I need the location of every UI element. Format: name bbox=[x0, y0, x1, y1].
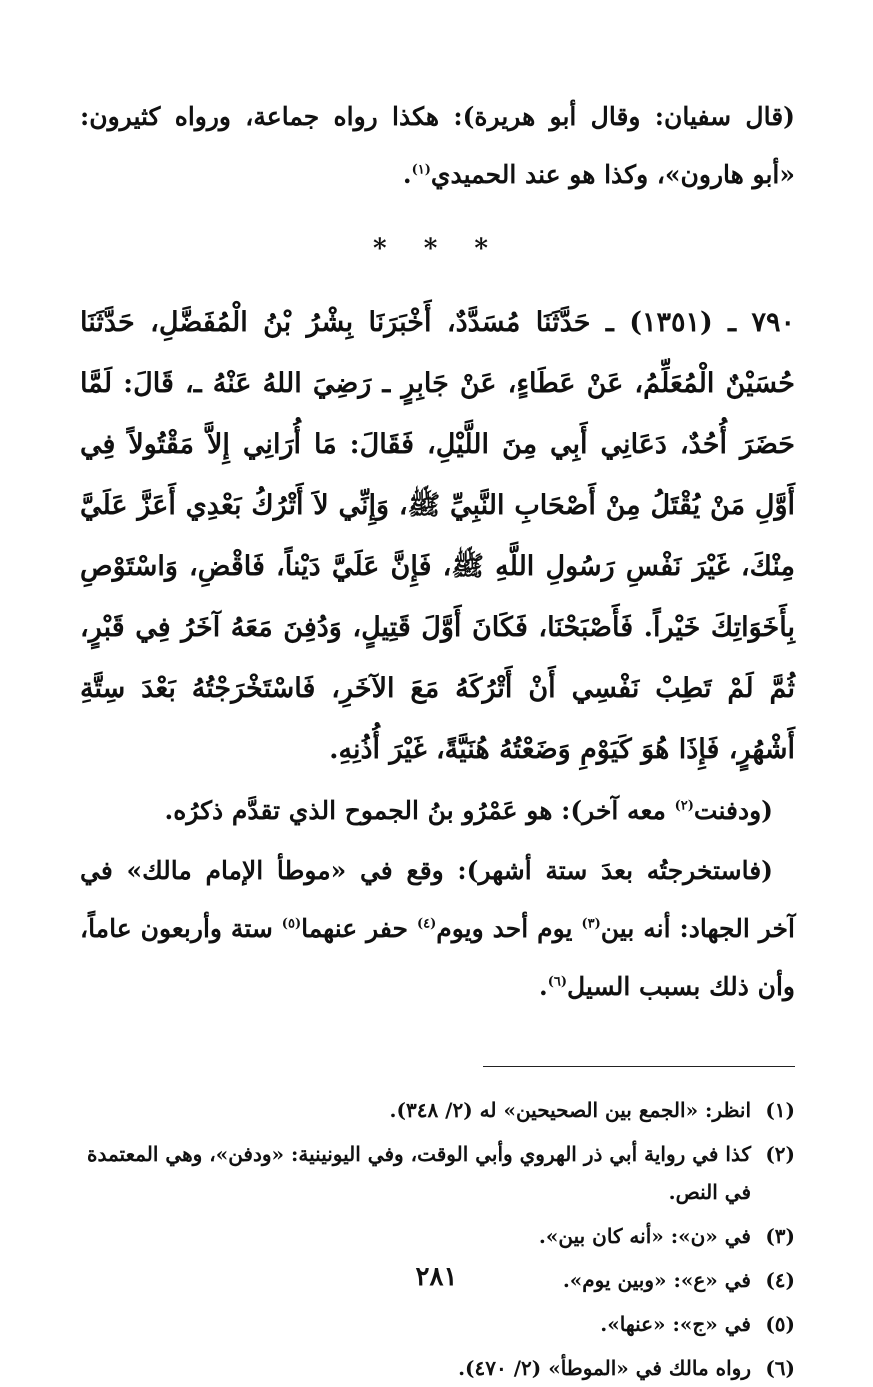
commentary-buried-with bbox=[80, 782, 795, 840]
footnote-1 bbox=[80, 1091, 795, 1129]
footnote-6 bbox=[80, 1349, 795, 1387]
section-separator: * * * bbox=[373, 234, 502, 264]
commentary-1-part-a: (ودفنت bbox=[693, 796, 773, 825]
footnote-marker-2: (٢) bbox=[674, 798, 694, 814]
footnote-marker-4: (٤) bbox=[416, 916, 437, 932]
footnote-number: (٣) bbox=[765, 1224, 795, 1248]
intro-tail: . bbox=[402, 160, 412, 189]
footnote-marker-6: (٦) bbox=[547, 974, 567, 990]
footnote-3 bbox=[80, 1217, 795, 1255]
footnote-text: في «ج»: «عنها». bbox=[600, 1312, 751, 1336]
commentary-2-part-d: ستة وأربعون عاماً، وأن ذلك بسبب السيل bbox=[80, 914, 795, 1001]
commentary-2-part-a: (فاستخرجتُه بعدَ ستة أشهر): وقع في «موطأ الإمام مالك» في آخر الجهاد: أنه بين bbox=[80, 856, 795, 943]
footnote-number: (٢) bbox=[765, 1142, 795, 1166]
page-number: ٢٨١ bbox=[415, 1262, 458, 1292]
commentary-1-part-b: معه آخر): هو عَمْرُو بنُ الجموح الذي تقدَّم ذكرُه. bbox=[164, 796, 666, 825]
commentary-2-part-c: حفر عنهما bbox=[301, 914, 409, 943]
commentary-2-part-e: . bbox=[538, 972, 548, 1001]
commentary-2-part-b: يوم أحد ويوم bbox=[436, 914, 573, 943]
footnotes bbox=[80, 1091, 795, 1387]
footnote-rule-wrap bbox=[80, 1052, 795, 1071]
commentary-exhumed bbox=[80, 842, 795, 1016]
footnote-number: (٤) bbox=[765, 1268, 795, 1292]
footnote-marker-1: (١) bbox=[411, 162, 431, 178]
footnote-marker-5: (٥) bbox=[281, 916, 302, 932]
footnote-marker-3: (٣) bbox=[581, 916, 601, 932]
hadith-text: ٧٩٠ ـ (١٣٥١) ـ حَدَّثَنَا مُسَدَّدٌ، أَخْبَرَنَا بِشْرُ بْنُ الْمُفَضَّلِ، حَدَّثَنَا حُسَيْنٌ الْمُعَلِّمُ، عَنْ عَطَاءٍ، عَنْ جَابِرٍ ـ رَضِيَ اللهُ عَنْهُ ـ، قَالَ: لَمَّا حَضَرَ أُحُدٌ، دَعَانِي أَبِي مِنَ اللَّيْلِ، فَقَالَ: مَا أُرَانِي إِلاَّ مَقْتُولاً فِي أَوَّلِ مَنْ يُقْتَلُ مِنْ أَصْحَابِ النَّبِيِّ ﷺ، وَإِنِّي لاَ أَتْرُكُ بَعْدِي أَعَزَّ عَلَيَّ مِنْكَ، غَيْرَ نَفْسِ رَسُولِ اللَّهِ ﷺ، فَإِنَّ عَلَيَّ دَيْناً، فَاقْضِ، وَاسْتَوْصِ بِأَخَوَاتِكَ خَيْراً. فَأَصْبَحْنَا، فَكَانَ أَوَّلَ قَتِيلٍ، وَدُفِنَ مَعَهُ آخَرُ فِي قَبْرٍ، ثُمَّ لَمْ تَطِبْ نَفْسِي أَنْ أَتْرُكَهُ مَعَ الآخَرِ، فَاسْتَخْرَجْتُهُ بَعْدَ سِتَّةِ أَشْهُرٍ، فَإِذَا هُوَ كَيَوْمِ وَضَعْتُهُ هُنَيَّةً، غَيْرَ أُذُنِهِ. bbox=[80, 307, 796, 765]
footnote-separator-line bbox=[483, 1066, 795, 1067]
footnote-text: انظر: «الجمع بين الصحيحين» له (٢/ ٣٤٨). bbox=[389, 1098, 751, 1122]
footnote-number: (٥) bbox=[765, 1312, 795, 1336]
footnote-text: رواه مالك في «الموطأ» (٢/ ٤٧٠). bbox=[458, 1356, 751, 1380]
footnote-text: كذا في رواية أبي ذر الهروي وأبي الوقت، وفي اليونينية: «ودفن»، وهي المعتمدة في النص. bbox=[87, 1142, 751, 1204]
footnote-number: (١) bbox=[765, 1098, 795, 1122]
footnote-5 bbox=[80, 1305, 795, 1343]
footnote-number: (٦) bbox=[765, 1356, 795, 1380]
intro-paragraph bbox=[80, 88, 795, 204]
footnote-2 bbox=[80, 1135, 795, 1211]
intro-text: (قال سفيان: وقال أبو هريرة): هكذا رواه جماعة، ورواه كثيرون: «أبو هارون»، وكذا هو عند الحميدي bbox=[80, 102, 795, 189]
footnote-text: في «ع»: «وبين يوم». bbox=[562, 1268, 751, 1292]
footnote-text: في «ن»: «أنه كان بين». bbox=[538, 1224, 751, 1248]
